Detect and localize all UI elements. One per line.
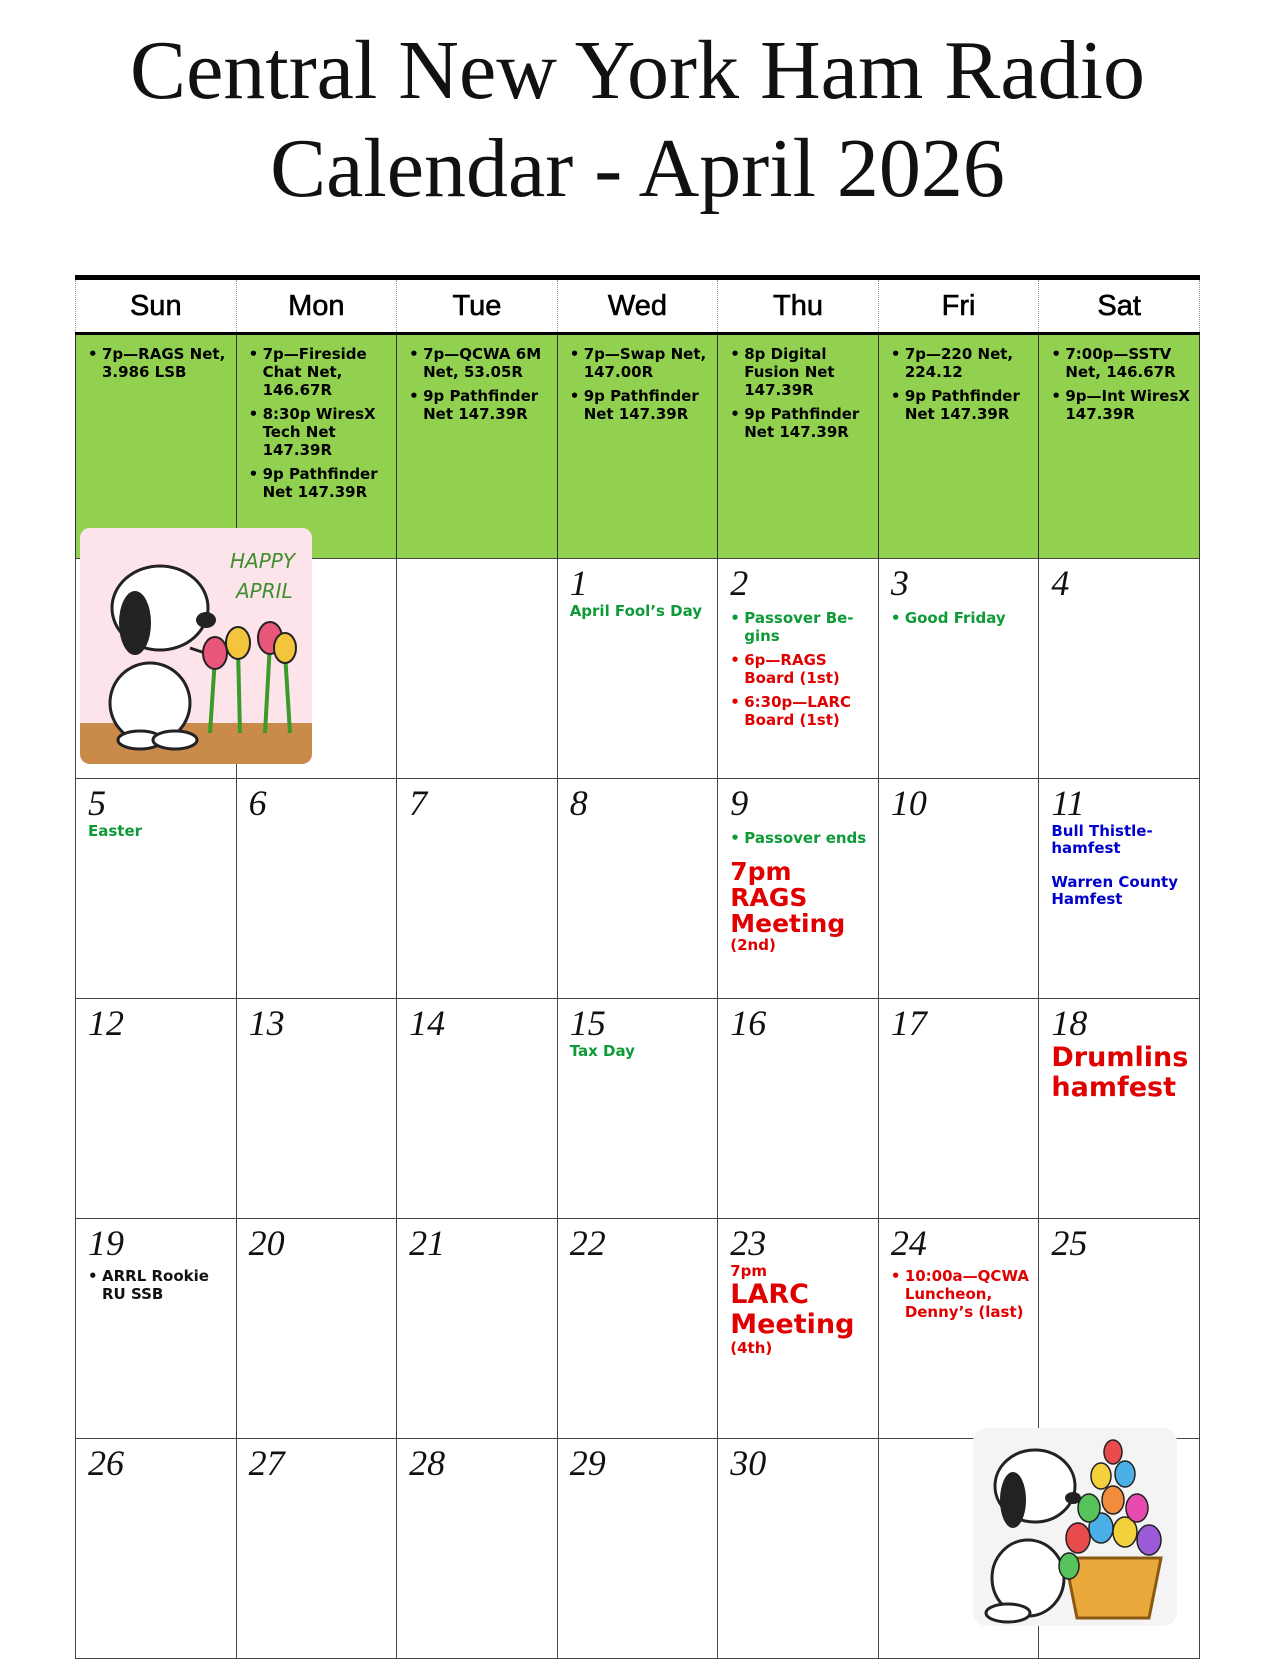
- day-cell-30: [718, 1439, 879, 1659]
- day-cell-27: [236, 1439, 397, 1659]
- day-cell-6: [236, 779, 397, 999]
- day-number: 24: [890, 1223, 927, 1263]
- list-item: • Passover ends: [730, 829, 870, 847]
- weekday-header-row: [76, 280, 1200, 334]
- day-cell-8: [557, 779, 718, 999]
- weekday-fri: Fri: [878, 280, 1039, 334]
- list-item: • 6p—RAGS Board (1st): [730, 651, 870, 687]
- day-cell-21: [397, 1219, 558, 1439]
- list-item: • 7:00p—SSTV Net, 146.67R: [1051, 345, 1193, 381]
- day-cell-25: [1039, 1219, 1200, 1439]
- list-item: • 7p—QCWA 6M Net, 53.05R: [409, 345, 551, 381]
- list-item: • 9p Pathfinder Net 147.39R: [570, 387, 712, 423]
- hamfest-title: Drumlins: [1051, 1042, 1189, 1073]
- happy-text: HAPPY: [230, 549, 296, 573]
- list-item: • 7p—Fireside Chat Net, 146.67R: [249, 345, 391, 399]
- list-item: • ARRL Rookie RU SSB: [88, 1267, 228, 1303]
- weekday-mon: Mon: [236, 280, 397, 334]
- week-row-3: [76, 999, 1200, 1219]
- day-cell-26: [76, 1439, 237, 1659]
- weekday-thu: Thu: [718, 280, 879, 334]
- day-cell-22: [557, 1219, 718, 1439]
- list-item: • 8p Digital Fusion Net 147.39R: [730, 345, 872, 399]
- day-cell-10: [878, 779, 1039, 999]
- day-number: 7: [409, 783, 428, 823]
- day-cell-28: [397, 1439, 558, 1659]
- day-cell-23: [718, 1219, 879, 1439]
- weekday-tue: Tue: [397, 280, 558, 334]
- recurring-tue: [397, 334, 558, 559]
- day-number: 14: [409, 1003, 446, 1043]
- day-number: 26: [88, 1443, 124, 1483]
- list-item: • 9p Pathfinder Net 147.39R: [730, 405, 872, 441]
- week-row-2: [76, 779, 1200, 999]
- snoopy-eggs-illustration: [973, 1428, 1177, 1626]
- day-number: 11: [1051, 783, 1085, 823]
- day-cell-empty: [397, 559, 558, 779]
- day-cell-9: [718, 779, 879, 999]
- hamfest-label: Warren County Hamfest: [1051, 873, 1178, 908]
- title-line-1: Central New York Ham Radio: [130, 24, 1145, 117]
- snoopy-tulips-illustration: [80, 528, 312, 764]
- meeting-title: Meeting: [730, 909, 846, 938]
- day-number: 22: [569, 1223, 606, 1263]
- list-item: • 7p—Swap Net, 147.00R: [570, 345, 712, 381]
- recurring-thu: [718, 334, 879, 559]
- day-number: 8: [569, 783, 588, 823]
- day-number: 19: [88, 1223, 124, 1263]
- hamfest-label: Bull Thistle-hamfest: [1051, 822, 1153, 857]
- day-cell-24: [878, 1219, 1039, 1439]
- holiday-label: Easter: [88, 822, 143, 840]
- list-item: • 9p Pathfinder Net 147.39R: [891, 387, 1033, 423]
- day-cell-1: [557, 559, 718, 779]
- weekday-sun: Sun: [76, 280, 237, 334]
- day-number: 12: [88, 1003, 124, 1043]
- day-number: 6: [248, 783, 267, 823]
- week-row-4: [76, 1219, 1200, 1439]
- list-item: • 9p Pathfinder Net 147.39R: [249, 465, 391, 501]
- april-text: APRIL: [236, 579, 293, 603]
- day-cell-5: [76, 779, 237, 999]
- day-cell-12: [76, 999, 237, 1219]
- recurring-nets-row: [76, 334, 1200, 559]
- day-number: 18: [1051, 1003, 1088, 1043]
- day-number: 27: [248, 1443, 285, 1483]
- list-item: • 7p—RAGS Net, 3.986 LSB: [88, 345, 230, 381]
- recurring-fri: [878, 334, 1039, 559]
- weekday-wed: Wed: [557, 280, 718, 334]
- day-number: 3: [890, 563, 909, 603]
- day-number: 30: [730, 1443, 767, 1483]
- day-number: 17: [890, 1003, 927, 1043]
- meeting-note: (2nd): [730, 936, 776, 954]
- meeting-time: 7pm: [730, 857, 792, 886]
- day-number: 9: [730, 783, 749, 823]
- day-number: 29: [569, 1443, 606, 1483]
- meeting-note: (4th): [730, 1339, 773, 1357]
- day-cell-7: [397, 779, 558, 999]
- day-number: 5: [88, 783, 106, 823]
- day-number: 25: [1051, 1223, 1088, 1263]
- snoopy-easter-eggs-image: [973, 1428, 1177, 1626]
- page-title: [0, 22, 1275, 218]
- day-cell-14: [397, 999, 558, 1219]
- day-number: 13: [248, 1003, 285, 1043]
- meeting-title: RAGS: [730, 883, 808, 912]
- day-cell-15: [557, 999, 718, 1219]
- recurring-sat: [1039, 334, 1200, 559]
- recurring-sun: [76, 334, 237, 559]
- day-number: 4: [1051, 563, 1070, 603]
- hamfest-title: hamfest: [1051, 1072, 1176, 1103]
- day-cell-11: [1039, 779, 1200, 999]
- list-item: • 6:30p—LARC Board (1st): [730, 693, 870, 729]
- day-cell-19: [76, 1219, 237, 1439]
- list-item: • 9p—Int WiresX 147.39R: [1051, 387, 1193, 423]
- title-line-2: Calendar - April 2026: [270, 122, 1005, 215]
- list-item: • Good Friday: [891, 609, 1031, 627]
- list-item: • 9p Pathfinder Net 147.39R: [409, 387, 551, 423]
- meeting-title: Meeting: [730, 1309, 855, 1340]
- meeting-time: 7pm: [730, 1262, 768, 1280]
- day-number: 2: [730, 563, 749, 603]
- day-cell-16: [718, 999, 879, 1219]
- holiday-label: Tax Day: [569, 1042, 635, 1060]
- day-number: 23: [730, 1223, 767, 1263]
- day-cell-3: [878, 559, 1039, 779]
- day-number: 21: [409, 1223, 446, 1263]
- day-number: 20: [248, 1223, 285, 1263]
- day-number: 16: [730, 1003, 767, 1043]
- day-number: 10: [890, 783, 927, 823]
- meeting-title: LARC: [730, 1279, 809, 1310]
- day-number: 28: [409, 1443, 446, 1483]
- day-cell-29: [557, 1439, 718, 1659]
- day-cell-17: [878, 999, 1039, 1219]
- list-item: • 10:00a—QCWA Luncheon, Denny’s (last): [891, 1267, 1031, 1321]
- list-item: • Passover Be-gins: [730, 609, 870, 645]
- day-cell-13: [236, 999, 397, 1219]
- day-cell-18: [1039, 999, 1200, 1219]
- recurring-wed: [557, 334, 718, 559]
- day-cell-20: [236, 1219, 397, 1439]
- day-cell-2: [718, 559, 879, 779]
- recurring-mon: [236, 334, 397, 559]
- day-cell-4: [1039, 559, 1200, 779]
- day-number: 1: [569, 563, 588, 603]
- list-item: • 8:30p WiresX Tech Net 147.39R: [249, 405, 391, 459]
- snoopy-tulips-image: [80, 528, 312, 764]
- holiday-label: April Fool’s Day: [569, 602, 703, 620]
- list-item: • 7p—220 Net, 224.12: [891, 345, 1033, 381]
- weekday-sat: Sat: [1039, 280, 1200, 334]
- day-number: 15: [569, 1003, 606, 1043]
